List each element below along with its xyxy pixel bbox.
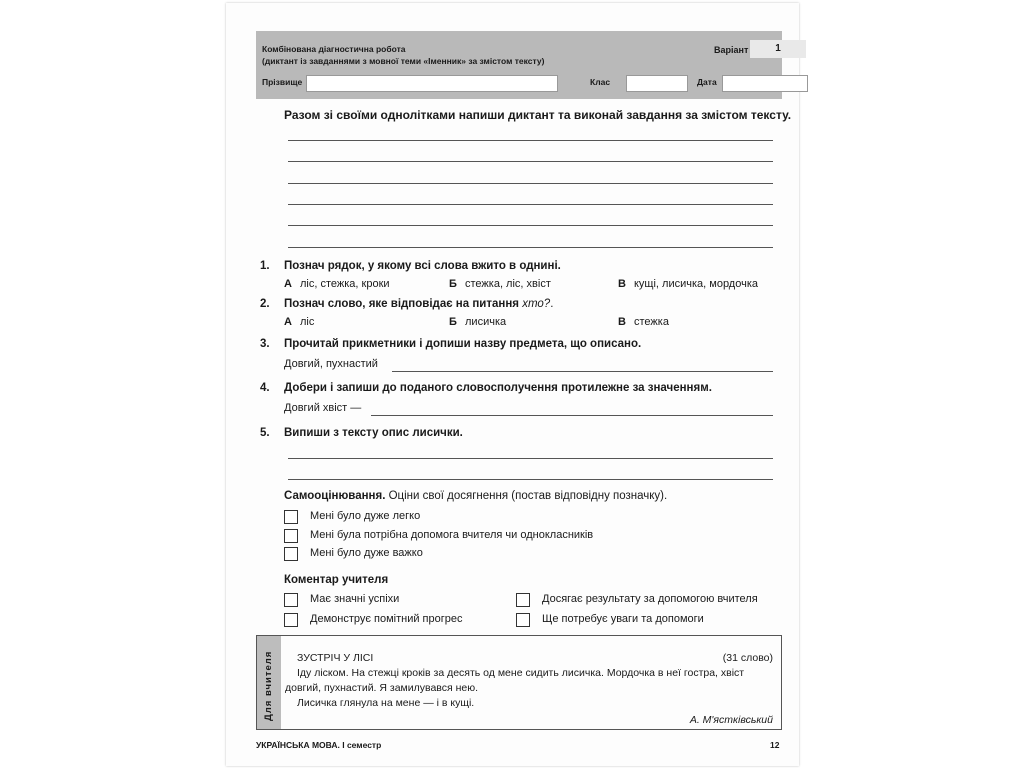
self-assessment-bold: Самооцінювання. xyxy=(284,490,386,502)
self-assessment-rest: Оціни свої досягнення (постав відповідну позначку). xyxy=(385,490,668,502)
teacher-comment-checkbox[interactable] xyxy=(284,593,298,607)
task-2-option-b[interactable] xyxy=(449,316,506,328)
task-text: Познач рядок, у якому всі слова вжито в однині. xyxy=(284,260,561,272)
task-number: 3. xyxy=(260,338,270,350)
teacher-comment-title: Коментар учителя xyxy=(284,574,389,586)
teacher-comment-option: Демонструє помітний прогрес xyxy=(310,613,463,625)
surname-field[interactable] xyxy=(306,75,558,92)
word-count: (31 слово) xyxy=(722,652,773,664)
task-1 xyxy=(260,260,561,272)
self-assessment-option: Мені було дуже легко xyxy=(310,510,421,522)
task-text: Прочитай прикметники і допиши назву предмета, що описано. xyxy=(284,338,642,350)
task-1-option-c[interactable] xyxy=(618,278,758,290)
task-4-prompt: Довгий хвіст — xyxy=(284,402,362,414)
option-letter: А xyxy=(284,278,292,290)
story-title: ЗУСТРІЧ У ЛІСІ xyxy=(297,652,374,664)
class-field[interactable] xyxy=(626,75,688,92)
option-letter: А xyxy=(284,316,292,328)
task-number: 4. xyxy=(260,382,270,394)
option-letter: Б xyxy=(449,316,457,328)
task-2-option-c[interactable] xyxy=(618,316,669,328)
surname-label: Прізвище xyxy=(262,77,303,87)
date-label: Дата xyxy=(697,77,717,87)
task-5 xyxy=(260,427,463,439)
teacher-comment-option: Досягає результату за допомогою вчителя xyxy=(542,593,758,605)
self-assessment-option: Мені була потрібна допомога вчителя чи однокласників xyxy=(310,529,594,541)
teacher-comment-checkbox[interactable] xyxy=(284,613,298,627)
story-line-1: Іду ліском. На стежці кроків за десять од мене сидить лисичка. Мордочка в неї гостра, хвіст xyxy=(297,667,745,679)
task-text-end: . xyxy=(550,298,554,310)
teacher-side-bar xyxy=(257,636,281,729)
option-text: стежка, ліс, хвіст xyxy=(465,278,551,290)
title-line-2: (диктант із завданнями з мовної теми «Іменник» за змістом тексту) xyxy=(262,56,545,66)
option-text: ліс, стежка, кроки xyxy=(300,278,390,290)
task-1-option-b[interactable] xyxy=(449,278,551,290)
task-1-option-a[interactable] xyxy=(284,278,390,290)
option-text: лисичка xyxy=(465,316,507,328)
option-text: кущі, лисичка, мордочка xyxy=(634,278,759,290)
task-3 xyxy=(260,338,641,350)
class-label: Клас xyxy=(590,77,611,87)
self-assessment-checkbox[interactable] xyxy=(284,529,298,543)
worksheet-page xyxy=(226,3,799,766)
task-number: 2. xyxy=(260,298,270,310)
footer-page-number: 12 xyxy=(770,740,780,750)
task-4 xyxy=(260,382,712,394)
teacher-text-box xyxy=(256,635,782,730)
dictation-line[interactable] xyxy=(288,183,773,184)
header-title xyxy=(262,43,544,67)
task-2-option-a[interactable] xyxy=(284,316,314,328)
dictation-line[interactable] xyxy=(288,247,773,248)
teacher-comment-checkbox[interactable] xyxy=(516,613,530,627)
task-3-answer-line[interactable] xyxy=(392,371,773,372)
option-letter: Б xyxy=(449,278,457,290)
footer-subject: УКРАЇНСЬКА МОВА. І семестр xyxy=(256,740,382,750)
teacher-comment-checkbox[interactable] xyxy=(516,593,530,607)
dictation-line[interactable] xyxy=(288,140,773,141)
task-text: Добери і запиши до поданого словосполучення протилежне за значенням. xyxy=(284,382,712,394)
task-text: Познач слово, яке відповідає на питання xyxy=(284,298,519,310)
dictation-line[interactable] xyxy=(288,161,773,162)
option-letter: В xyxy=(618,278,626,290)
option-text: ліс xyxy=(300,316,315,328)
task-3-prompt: Довгий, пухнастий xyxy=(284,358,378,370)
dictation-line[interactable] xyxy=(288,225,773,226)
task-text-italic: хто? xyxy=(522,298,551,310)
variant-value: 1 xyxy=(750,40,806,58)
story-author: А. М'ястківський xyxy=(689,714,773,726)
option-text: стежка xyxy=(634,316,669,328)
task-4-answer-line[interactable] xyxy=(371,415,773,416)
task-5-answer-line[interactable] xyxy=(288,479,773,480)
header-panel xyxy=(256,31,782,99)
self-assessment-checkbox[interactable] xyxy=(284,547,298,561)
self-assessment-option: Мені було дуже важко xyxy=(310,547,423,559)
dictation-line[interactable] xyxy=(288,204,773,205)
self-assessment-title xyxy=(284,490,667,502)
title-line-1: Комбінована діагностична робота xyxy=(262,44,406,54)
task-number: 5. xyxy=(260,427,270,439)
instruction-heading: Разом зі своїми однолітками напиши диктант та виконай завдання за змістом тексту. xyxy=(284,108,792,122)
task-text: Випиши з тексту опис лисички. xyxy=(284,427,463,439)
story-line-2: довгий, пухнастий. Я замилувався нею. xyxy=(285,682,479,694)
task-number: 1. xyxy=(260,260,270,272)
self-assessment-checkbox[interactable] xyxy=(284,510,298,524)
teacher-comment-option: Має значні успіхи xyxy=(310,593,400,605)
task-5-answer-line[interactable] xyxy=(288,458,773,459)
teacher-side-label: Для вчителя xyxy=(263,650,274,721)
variant-label: Варіант xyxy=(714,45,749,55)
option-letter: В xyxy=(618,316,626,328)
date-field[interactable] xyxy=(722,75,808,92)
teacher-comment-option: Ще потребує уваги та допомоги xyxy=(542,613,704,625)
story-line-3: Лисичка глянула на мене — і в кущі. xyxy=(297,697,475,709)
task-2 xyxy=(260,298,553,310)
